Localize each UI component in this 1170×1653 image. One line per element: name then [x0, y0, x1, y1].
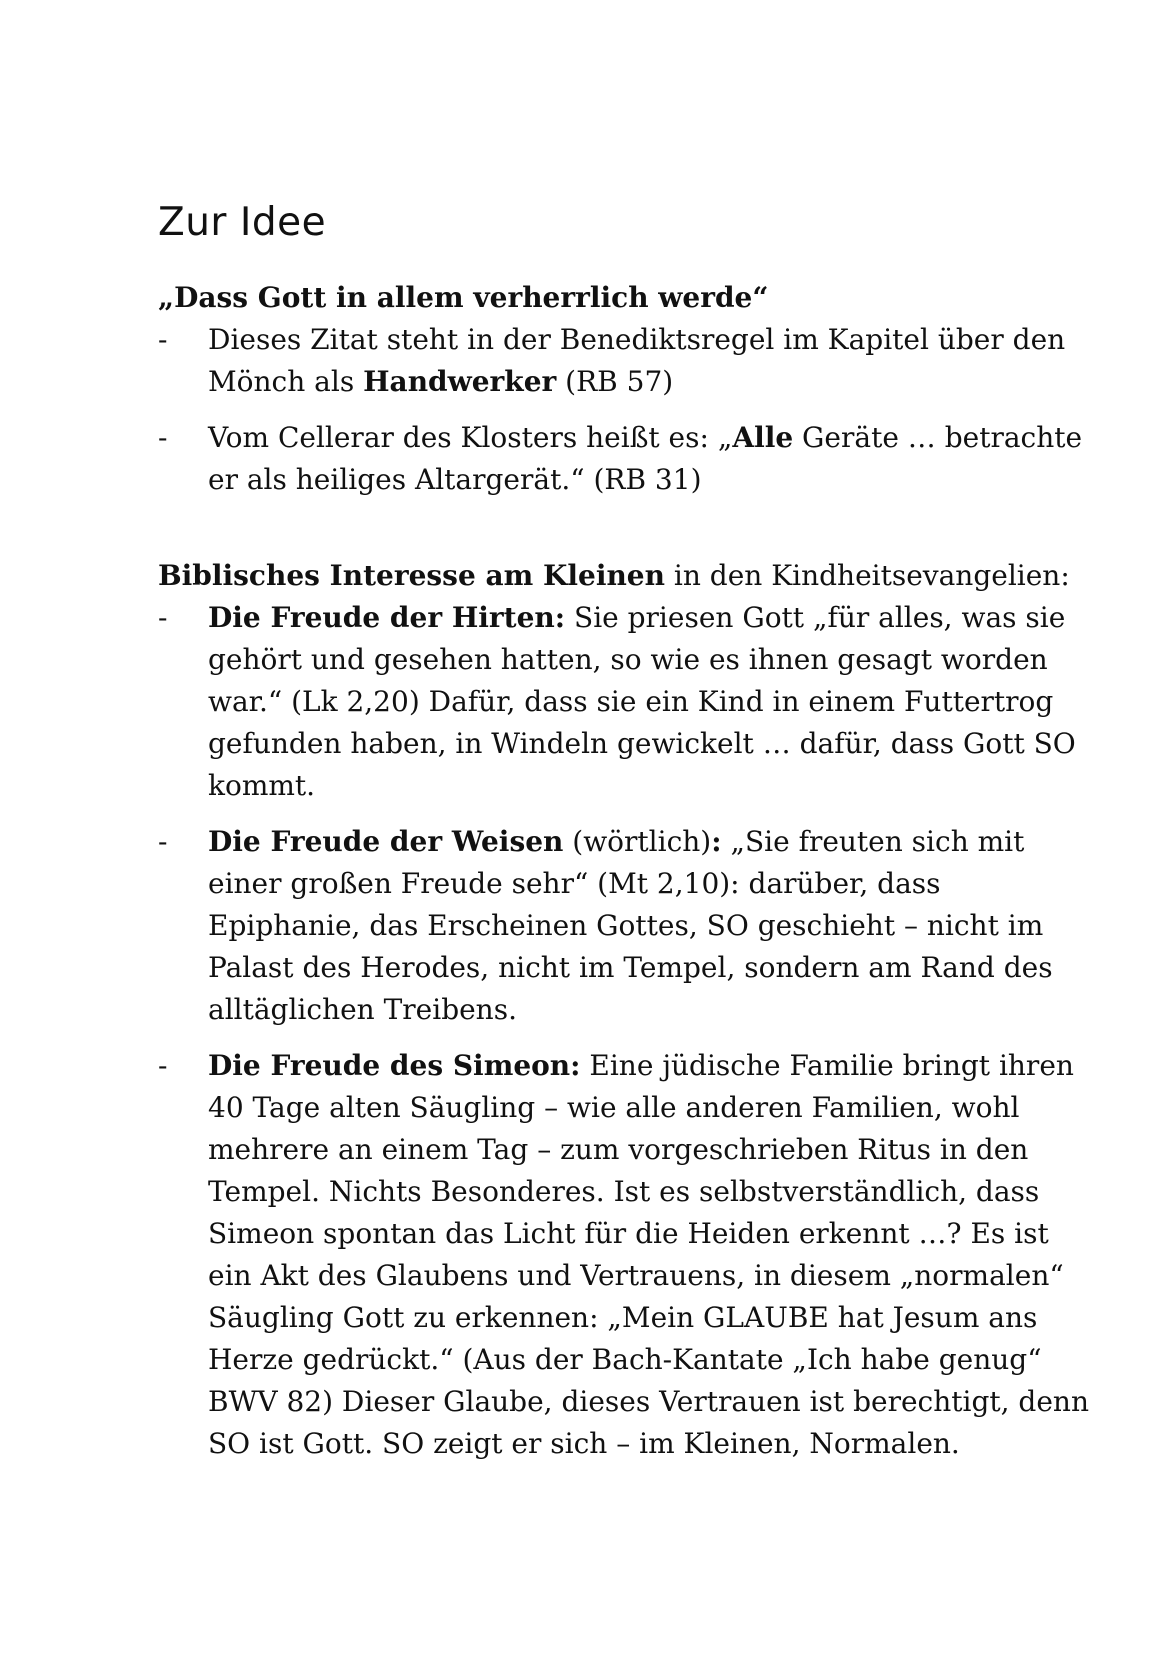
quote-heading: „Dass Gott in allem verherrlich werde“	[158, 281, 769, 314]
bullet-dash: -	[158, 825, 168, 858]
list-item: - Vom Cellerar des Klosters heißt es: „Alle Geräte … betrachte er als heiliges Altargerät.“ (RB 31)	[158, 417, 1098, 501]
document-page	[158, 195, 1098, 1479]
list-item: - Die Freude des Simeon: Eine jüdische Familie bringt ihren 40 Tage alten Säugling – wie alle anderen Familien, wohl mehrere an einem Tag – zum vorgeschrieben Ritus in den Tempel. Nichts Besonderes. Ist es selbstverständlich, dass Simeon spontan das Licht für die Heiden erkennt …? Es ist ein Akt des Glaubens und Vertrauens, in diesem „normalen“ Säugling Gott zu erkennen: „Mein GLAUBE hat Jesum ans Herze gedrückt.“ (Aus der Bach-Kantate „Ich habe genug“ BWV 82) Dieser Glaube, dieses Vertrauen ist berechtigt, denn SO ist Gott. SO zeigt er sich – im Kleinen, Normalen.	[158, 1045, 1098, 1465]
bullet-dash: -	[158, 421, 168, 454]
bullet-list	[158, 319, 1098, 501]
page-title: Zur Idee	[158, 200, 327, 245]
section-quote	[158, 277, 1098, 501]
section-biblical	[158, 555, 1098, 1465]
bullet-dash: -	[158, 323, 168, 356]
bullet-list	[158, 597, 1098, 1465]
section-heading: Biblisches Interesse am Kleinen in den Kindheitsevangelien:	[158, 559, 1070, 592]
list-item: - Dieses Zitat steht in der Benediktsregel im Kapitel über den Mönch als Handwerker (RB 57)	[158, 319, 1098, 403]
bullet-dash: -	[158, 1049, 168, 1082]
list-item: - Die Freude der Weisen (wörtlich): „Sie freuten sich mit einer großen Freude sehr“ (Mt 2,10): darüber, dass Epiphanie, das Erscheinen Gottes, SO geschieht – nicht im Palast des Herodes, nicht im Tempel, sondern am Rand des alltäglichen Treibens.	[158, 821, 1098, 1031]
section-heading	[158, 277, 1098, 319]
bullet-dash: -	[158, 601, 168, 634]
list-item: - Die Freude der Hirten: Sie priesen Gott „für alles, was sie gehört und gesehen hatten, so wie es ihnen gesagt worden war.“ (Lk 2,20) Dafür, dass sie ein Kind in einem Futtertrog gefunden haben, in Windeln gewickelt … dafür, dass Gott SO kommt.	[158, 597, 1098, 807]
